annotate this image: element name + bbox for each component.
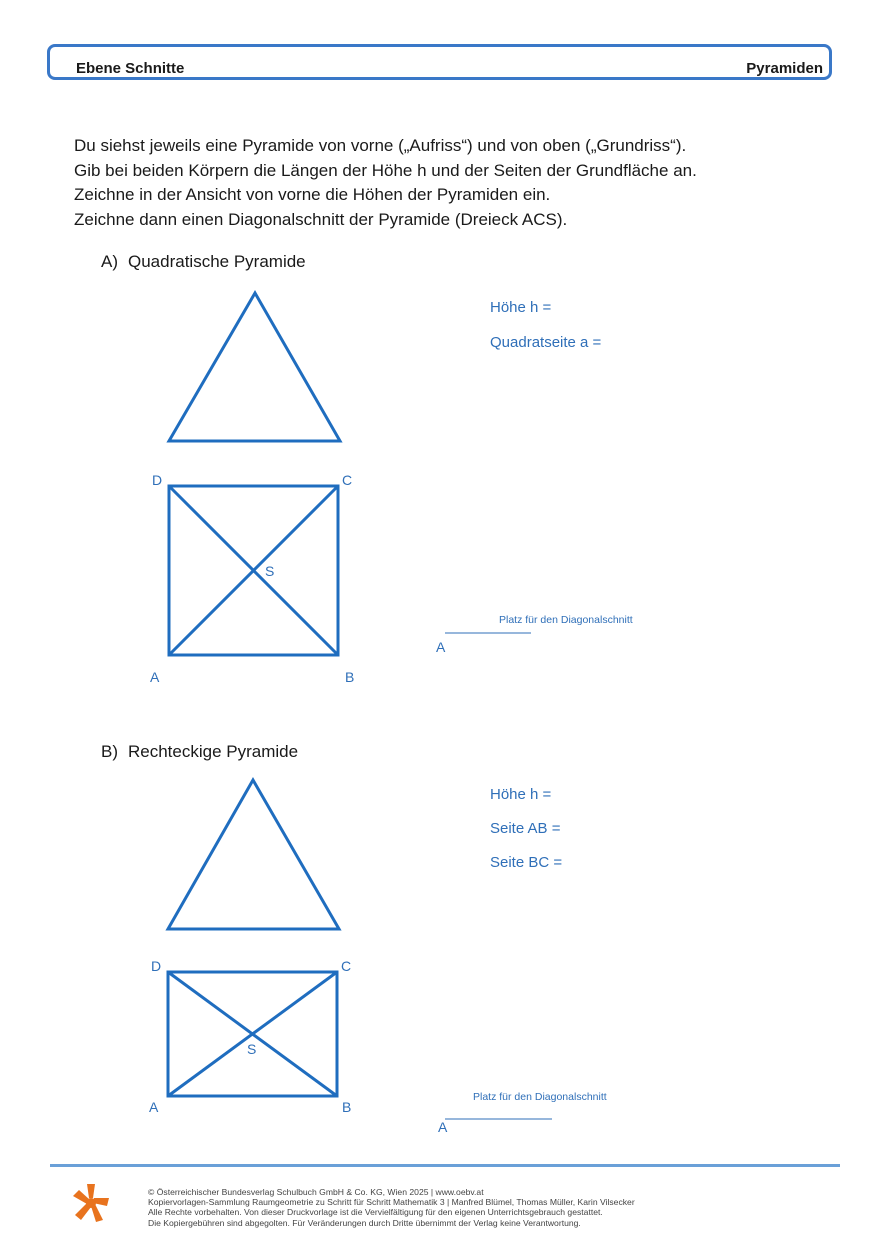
vertex-a-a: A (150, 669, 160, 685)
vertex-c-b: C (341, 958, 352, 974)
section-b-letter: B) (101, 742, 118, 761)
field-seite-bc: Seite BC = (490, 854, 563, 871)
header-topic: Ebene Schnitte (76, 60, 185, 77)
header-subject: Pyramiden (746, 60, 823, 77)
diagonal-caption-b: Platz für den Diagonalschnitt (473, 1091, 607, 1103)
footer-line: Kopiervorlagen-Sammlung Raumgeometrie zu Schritt für Schritt Mathematik 3 | Manfred Blümel, Thomas Müller, Karin Vilsecker (148, 1197, 635, 1208)
instruction-line: Du siehst jeweils eine Pyramide von vorne („Aufriss“) und von oben („Grundriss“). (74, 136, 687, 155)
copyright-notice (148, 1187, 635, 1228)
vertex-s-a: S (265, 563, 275, 579)
field-hoehe-a: Höhe h = (490, 299, 552, 316)
vertex-d-a: D (152, 472, 163, 488)
instruction-line: Zeichne in der Ansicht von vorne die Höhen der Pyramiden ein. (74, 185, 551, 204)
front-view-triangle-a (169, 293, 340, 441)
publisher-logo-icon (73, 1184, 109, 1222)
field-quadratseite-a: Quadratseite a = (490, 334, 602, 351)
diagonal-point-b: A (438, 1119, 448, 1135)
section-a-title-text: Quadratische Pyramide (128, 252, 306, 271)
vertex-b-b: B (342, 1099, 352, 1115)
diagonal-point-a: A (436, 639, 446, 655)
footer-divider (50, 1164, 840, 1167)
front-view-triangle-b (168, 780, 339, 929)
vertex-b-a: B (345, 669, 355, 685)
section-b-title-text: Rechteckige Pyramide (128, 742, 299, 761)
diagonal-caption-a: Platz für den Diagonalschnitt (499, 614, 633, 626)
footer-line: Die Kopiergebühren sind abgegolten. Für Veränderungen durch Dritte übernimmt der Verlag keine Verantwortung. (148, 1217, 581, 1228)
instruction-line: Zeichne dann einen Diagonalschnitt der Pyramide (Dreieck ACS). (74, 209, 568, 229)
vertex-c-a: C (342, 472, 353, 488)
vertex-d-b: D (151, 958, 162, 974)
instruction-line: Gib bei beiden Körpern die Längen der Höhe h und der Seiten der Grundfläche an. (74, 160, 697, 180)
footer-line: Alle Rechte vorbehalten. Von dieser Druckvorlage ist die Vervielfältigung für den eigenen Unterrichtsgebrauch gestattet. (148, 1207, 603, 1218)
footer-line: © Österreichischer Bundesverlag Schulbuch GmbH & Co. KG, Wien 2025 | www.oebv.at (148, 1187, 484, 1197)
field-seite-ab: Seite AB = (490, 820, 561, 837)
vertex-s-b: S (247, 1041, 257, 1057)
field-hoehe-b: Höhe h = (490, 786, 552, 803)
section-a-letter: A) (101, 252, 118, 271)
vertex-a-b: A (149, 1099, 159, 1115)
